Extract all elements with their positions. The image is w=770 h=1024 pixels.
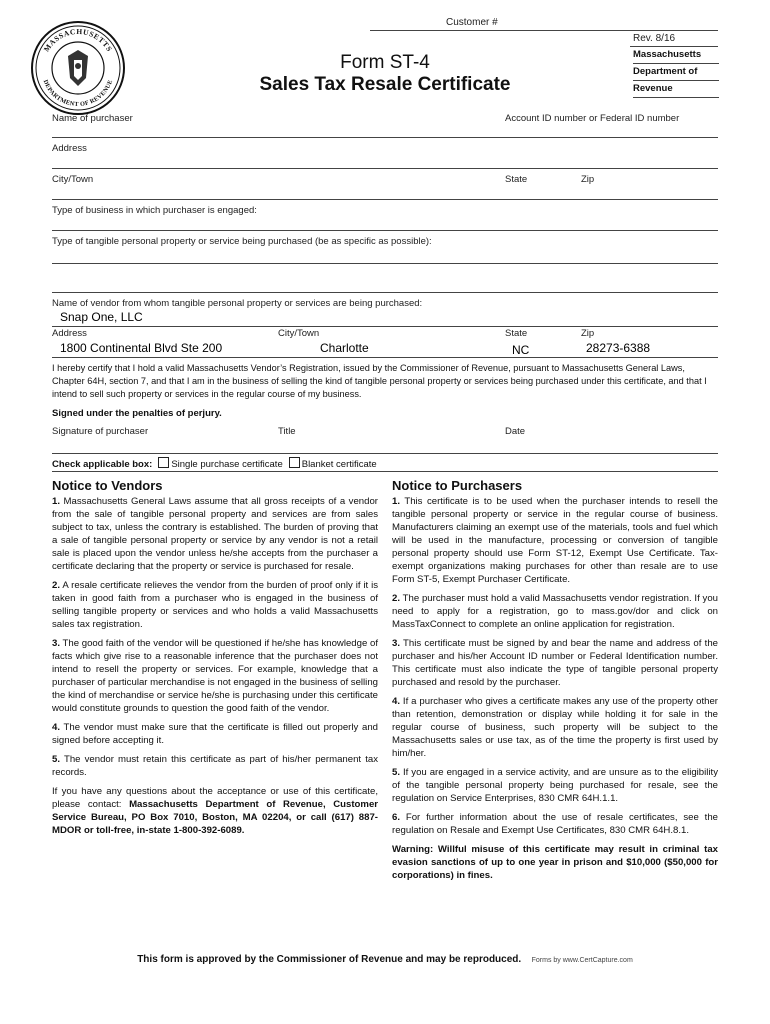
purchaser-address-field[interactable] — [52, 168, 718, 169]
department-line-3: Revenue — [633, 81, 719, 98]
footer — [0, 949, 770, 967]
purchaser-notice-item: 1. This certificate is to be used when the purchaser intends to resell the tangible personal property or service in the regular course of business. Manufacturers claiming an exempt use of the materials, tools and fuel which will be used in the manufacture, processing or conversion of tangible personal property should use Form ST-12, Exempt Use Certificate. Tax-exempt organizations making purchases for other than resale are to use Form ST-5, Exempt Purchaser Certificate. — [392, 496, 718, 585]
property-type-field-line-2[interactable] — [52, 292, 718, 293]
customer-number-rule — [370, 30, 718, 31]
purchaser-notice-item: 4. If a purchaser who gives a certificate makes any use of the property other than retention, demonstration or display while holding it for sale in the regular course of business, such property will be subject to the Massachusetts sales or use tax, as of the time the property is first used by him/her. — [392, 696, 718, 759]
property-type-label: Type of tangible personal property or service being purchased (be as specific as possible): — [52, 236, 432, 247]
purchasers-notice-column — [392, 495, 718, 882]
vendor-city-label: City/Town — [278, 328, 320, 339]
vendor-name-value[interactable]: Snap One, LLC — [60, 310, 143, 324]
form-title: Sales Tax Resale Certificate — [259, 74, 511, 95]
department-line-2: Department of — [633, 64, 719, 81]
misuse-warning: Warning: Willful misuse of this certificate may result in criminal tax evasion sanctions of up to one year in prison and $10,000 ($50,000 for corporations) in fines. — [392, 844, 718, 881]
seal-text-top: MASSACHUSETTS — [41, 26, 115, 54]
check-box-row — [52, 457, 377, 470]
vendor-address-field — [52, 357, 718, 358]
account-id-label: Account ID number or Federal ID number — [505, 113, 680, 124]
purchaser-city-field[interactable] — [52, 199, 718, 200]
vendor-zip-value[interactable]: 28273-6388 — [586, 341, 651, 355]
purchaser-notice-item: 3. This certificate must be signed by and bear the name and address of the purchaser and his/her Account ID number or Federal Identification number. This certificate must also indicate the type of tangible personal property purchased and resold by the purchaser. — [392, 638, 718, 688]
check-applicable-label: Check applicable box: — [52, 459, 153, 470]
vendor-zip-label: Zip — [581, 328, 595, 339]
vendor-address-value[interactable]: 1800 Continental Blvd Ste 200 — [60, 341, 223, 355]
seal-text-bottom: DEPARTMENT OF REVENUE — [41, 78, 115, 109]
purchaser-notice-item: 5. If you are engaged in a service activity, and are unsure as to the eligibility of the tangible personal property being purchased for resale, see the regulation on Service Enterprises, 830 CMR 64H.1.1. — [392, 767, 718, 804]
single-purchase-label: Single purchase certificate — [171, 459, 283, 470]
purchaser-name-label: Name of purchaser — [52, 113, 133, 124]
vendors-notice-heading: Notice to Vendors — [52, 478, 163, 493]
vendor-notice-item: 1. Massachusetts General Laws assume that all gross receipts of a vendor from the sale of tangible personal property and services are from sales subject to tax, unless the contrary is established. The burden of proving that a sale of tangible personal property or service by any vendor is not a retail sale is placed upon the vendor unless he/she accepts from the purchaser a certificate declaring that the property or service is purchased for resale. — [52, 496, 378, 572]
single-purchase-checkbox[interactable] — [158, 457, 169, 468]
property-type-field-line-1[interactable] — [52, 263, 718, 264]
title-label: Title — [278, 426, 296, 437]
vendor-notice-item: 4. The vendor must make sure that the certificate is filled out properly and signed before accepting it. — [52, 722, 378, 746]
massachusetts-seal-icon — [30, 20, 126, 116]
business-type-label: Type of business in which purchaser is engaged: — [52, 205, 257, 216]
vendor-notice-item: 5. The vendor must retain this certificate as part of his/her permanent tax records. — [52, 754, 378, 778]
svg-text:MASSACHUSETTS — [42, 27, 114, 53]
purchaser-address-label: Address — [52, 143, 87, 154]
purchaser-city-label: City/Town — [52, 174, 94, 185]
certification-text: I hereby certify that I hold a valid Massachusetts Vendor’s Registration, issued by the Commissioner of Revenue, pursuant to Massachusetts General Laws, Chapter 64H, section 7, and that I am in the business of selling the kind of tangible personal property or services being purchased under this certificate, and that I intend to sell such property or services in the regular course of my business. — [52, 363, 707, 399]
revision-date: Rev. 8/16 — [633, 33, 676, 44]
vendor-name-label: Name of vendor from whom tangible personal property or services are being purchased: — [52, 298, 423, 309]
signature-label: Signature of purchaser — [52, 426, 149, 437]
vendor-address-label: Address — [52, 328, 87, 339]
vendor-name-field — [52, 326, 718, 327]
department-line-1: Massachusetts — [633, 47, 719, 64]
vendor-state-value[interactable]: NC — [512, 343, 530, 357]
blanket-label: Blanket certificate — [301, 459, 377, 470]
vendor-notice-item: 2. A resale certificate relieves the vendor from the burden of proof only if it is taken in good faith from a purchaser who is engaged in the business of selling tangible property or services and who holds a valid Massachusetts sales tax registration. — [52, 580, 378, 630]
blanket-checkbox[interactable] — [289, 457, 300, 468]
vendor-city-value[interactable]: Charlotte — [320, 341, 369, 355]
purchaser-state-label: State — [505, 174, 528, 185]
vendor-contact-info: If you have any questions about the acceptance or use of this certificate, please contact: Massachusetts Department of Revenue, Customer Service Bureau, PO Box 7010, Boston, MA 02204, or call (617) 887-MDOR or toll-free, in-state 1-800-392-6089. — [52, 786, 379, 836]
purchaser-zip-label: Zip — [581, 174, 595, 185]
section-divider — [52, 471, 718, 472]
customer-number-label: Customer # — [446, 17, 498, 28]
vendor-notice-item: 3. The good faith of the vendor will be questioned if he/she has knowledge of facts which give rise to a reasonable inference that the purchaser does not intend to resell the property or services. For example, knowledge that a purchaser of particular merchandise is not engaged in the business of selling the kind of merchandise or service he/she is purchasing under this certificate would constitute grounds to question the good faith of the vendor. — [52, 638, 378, 714]
approval-statement: This form is approved by the Commissioner of Revenue and may be reproduced. — [137, 954, 522, 965]
purchaser-name-field[interactable] — [52, 137, 718, 138]
purchasers-notice-heading: Notice to Purchasers — [392, 478, 523, 493]
form-number: Form ST-4 — [340, 52, 430, 73]
signature-field[interactable] — [52, 453, 718, 454]
certcapture-credit: Forms by www.CertCapture.com — [531, 957, 633, 964]
vendors-notice-column — [52, 495, 378, 837]
penalties-statement: Signed under the penalties of perjury. — [52, 408, 222, 419]
purchaser-notice-item: 6. For further information about the use of resale certificates, see the regulation on Resale and Exempt Use Certificates, 830 CMR 64H.8.1. — [392, 812, 718, 836]
business-type-field[interactable] — [52, 230, 718, 231]
department-block — [633, 47, 719, 98]
vendor-state-label: State — [505, 328, 528, 339]
date-label: Date — [505, 426, 526, 437]
purchaser-notice-item: 2. The purchaser must hold a valid Massachusetts vendor registration. If you need to apply for a registration, go to mass.gov/dor and click on MassTaxConnect to complete an online application for registration. — [392, 593, 718, 630]
